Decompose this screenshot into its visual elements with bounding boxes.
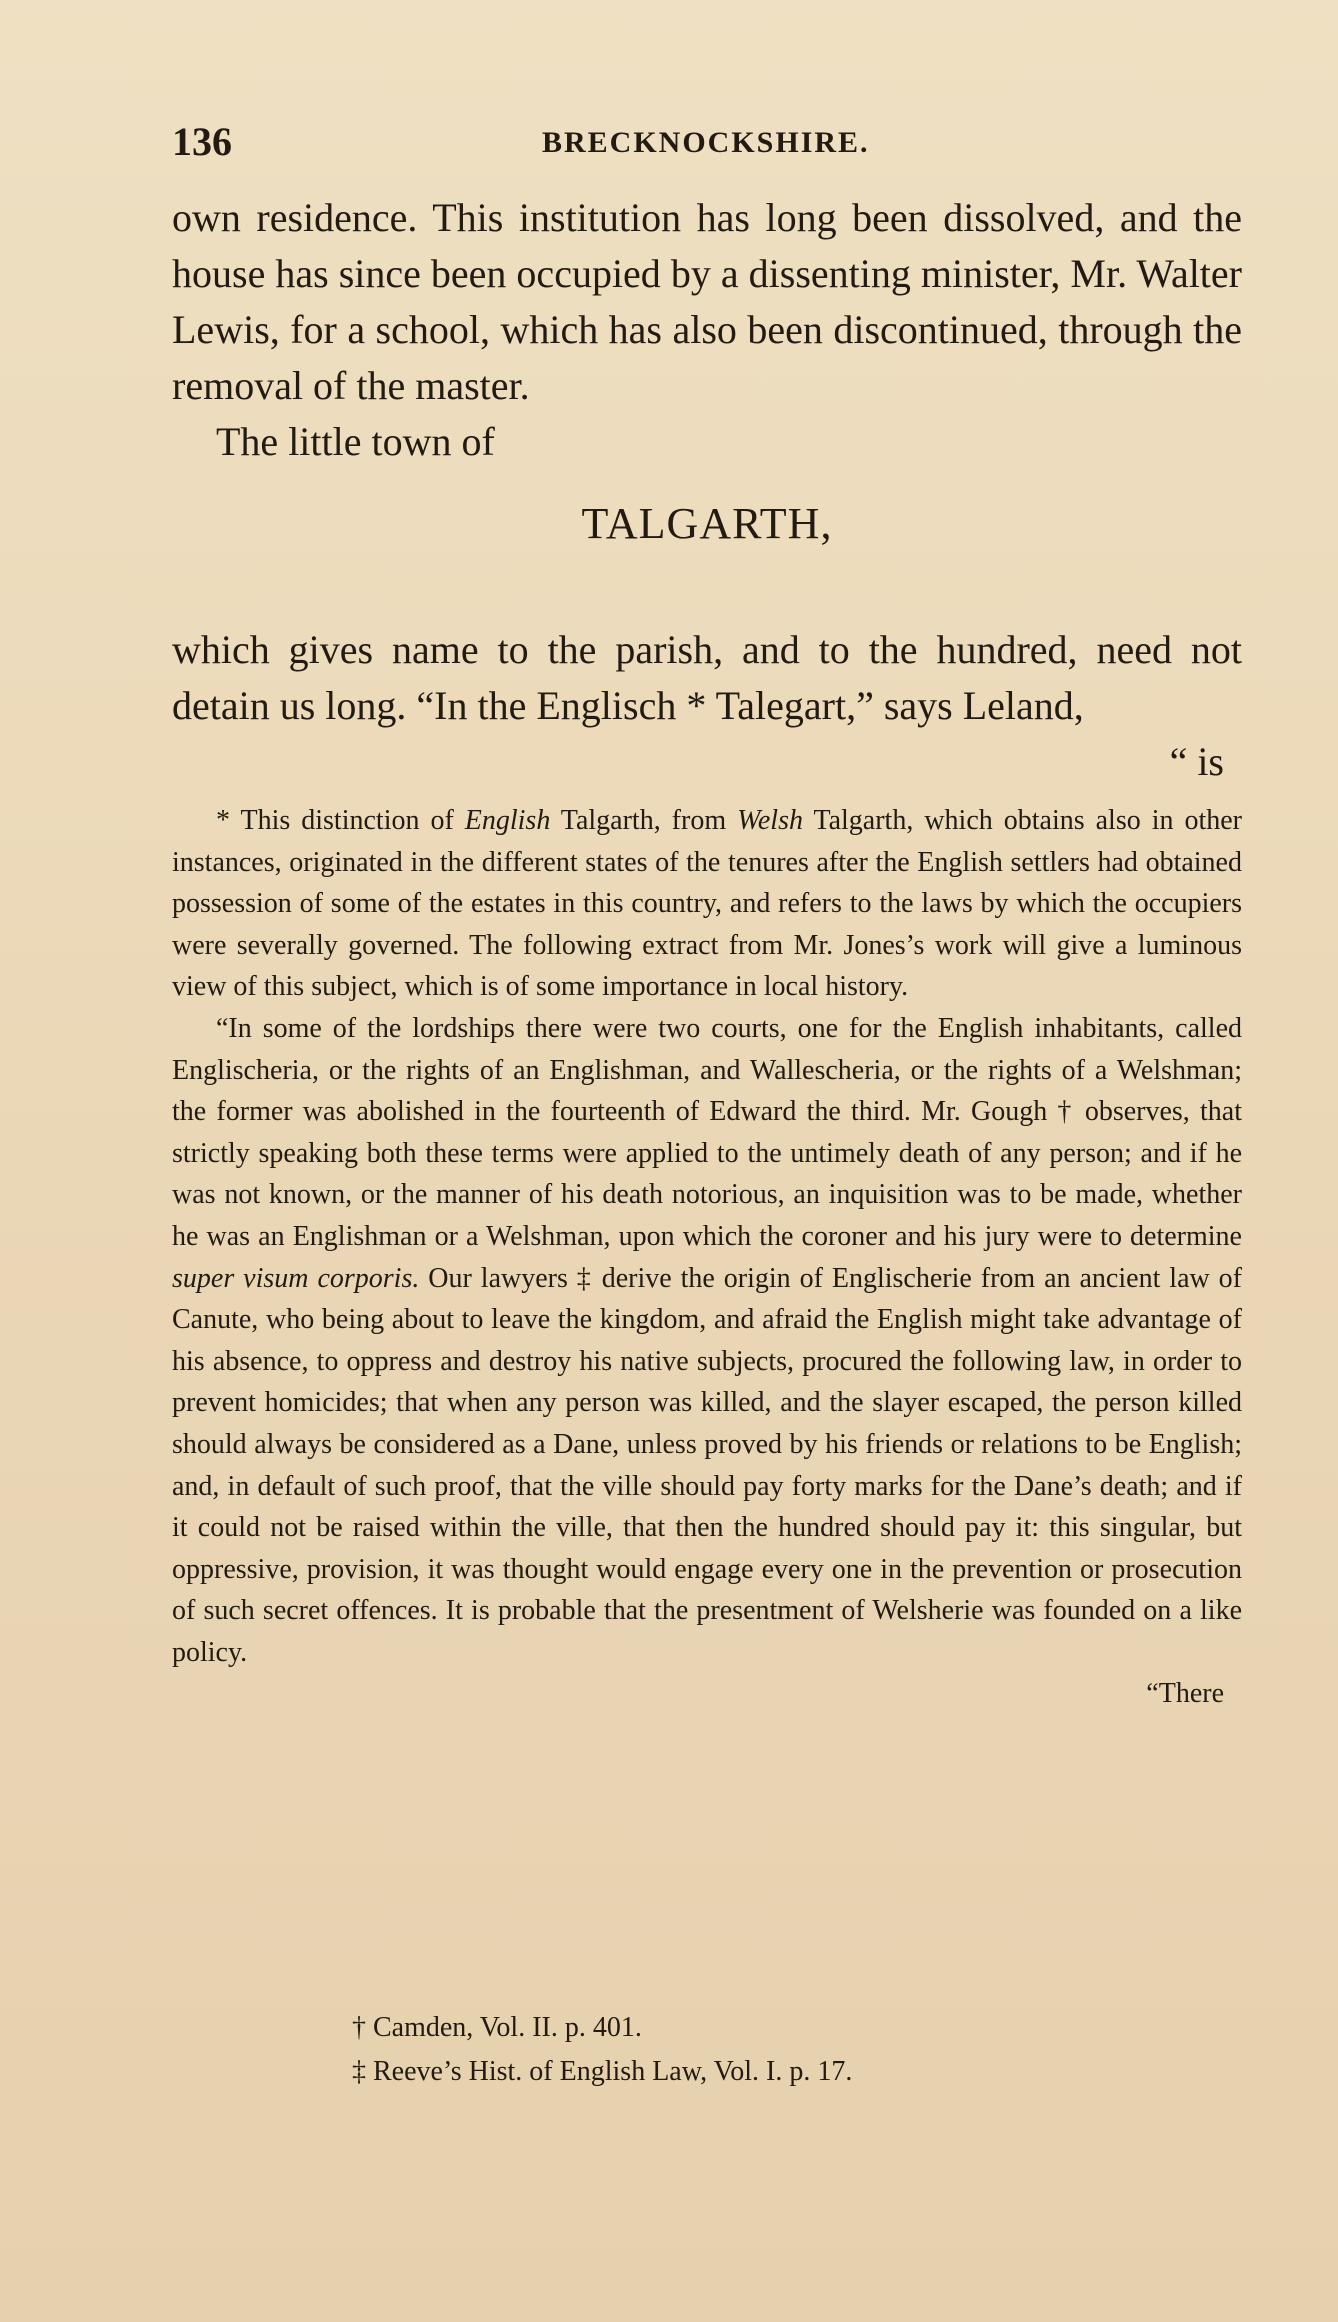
paragraph-talgarth: which gives name to the parish, and to the hundred, need not detain us long. “In the Englisch * Talegart,” says Leland, <box>172 627 1242 728</box>
note-text: Our lawyers ‡ derive the origin of Englischerie from an ancient law of Canute, who being about to leave the kingdom, and afraid the English might take advantage of his absence, to oppress and destroy his native subjects, procured the following law, in order to prevent homicides; that when any person was killed, and the slayer escaped, the person killed should always be considered as a Dane, unless proved by his friends or relations to be English; and, in default of such proof, that the ville should pay forty marks for the Dane’s death; and if it could not be raised within the ville, that then the hundred should pay it: this singular, but oppressive, provision, it was thought would engage every one in the prevention or prosecution of such secret offences. It is probable that the presentment of Welsherie was founded on a like policy. <box>172 1262 1242 1668</box>
section-heading-talgarth: TALGARTH, <box>581 499 833 548</box>
secondary-footnotes <box>352 2006 1152 2094</box>
note-catchword: “There <box>1146 1678 1224 1710</box>
footnote-double-dagger: ‡ Reeve’s Hist. of English Law, Vol. I. p. 17. <box>352 2056 853 2087</box>
note-paragraph-distinction <box>172 800 1242 1008</box>
note-text: Talgarth, which obtains also in other instances, originated in the different states of the tenures after the English settlers had obtained possession of some of the estates in this country, and refers to the laws by which the occupiers were severally governed. The following extract from Mr. Jones’s work will give a luminous view of this subject, which is of some importance in local history. <box>172 805 1242 1003</box>
paragraph-little-town: The little town of <box>216 419 495 464</box>
note-text: Talgarth, from <box>550 805 738 836</box>
body-text-talgarth <box>172 622 1242 790</box>
note-text: “In some of the lordships there were two courts, one for the English inhabitants, called Englischeria, or the rights of an Englishman, and Wallescheria, or the rights of a Welshman; the former was abolished in the fourteenth of Edward the third. Mr. Gough † observes, that strictly speaking both these terms were applied to the untimely death of any person; and if he was not known, or the manner of his death notorious, an inquisition was to be made, whether he was an Englishman or a Welshman, upon which the coroner and his jury were to determine <box>172 1012 1242 1252</box>
footnote-block <box>172 800 1242 1715</box>
body-text-top <box>172 190 1242 470</box>
note-paragraph-lordships <box>172 1008 1242 1674</box>
note-emphasis: super visum corporis. <box>172 1262 420 1294</box>
running-title: BRECKNOCKSHIRE. <box>542 126 870 159</box>
footnote-dagger: † Camden, Vol. II. p. 401. <box>352 2012 642 2043</box>
paragraph-residence: own residence. This institution has long been dissolved, and the house has since been occupied by a dissenting minister, Mr. Walter Lewis, for a school, which has also been discontinued, through the removal of the master. <box>172 195 1242 408</box>
running-head <box>172 118 1232 168</box>
catchword: “ is <box>1169 739 1224 784</box>
note-emphasis: Welsh <box>737 805 803 836</box>
note-text: * This distinction of <box>216 805 465 836</box>
page-number: 136 <box>172 119 232 164</box>
note-emphasis: English <box>464 805 551 836</box>
